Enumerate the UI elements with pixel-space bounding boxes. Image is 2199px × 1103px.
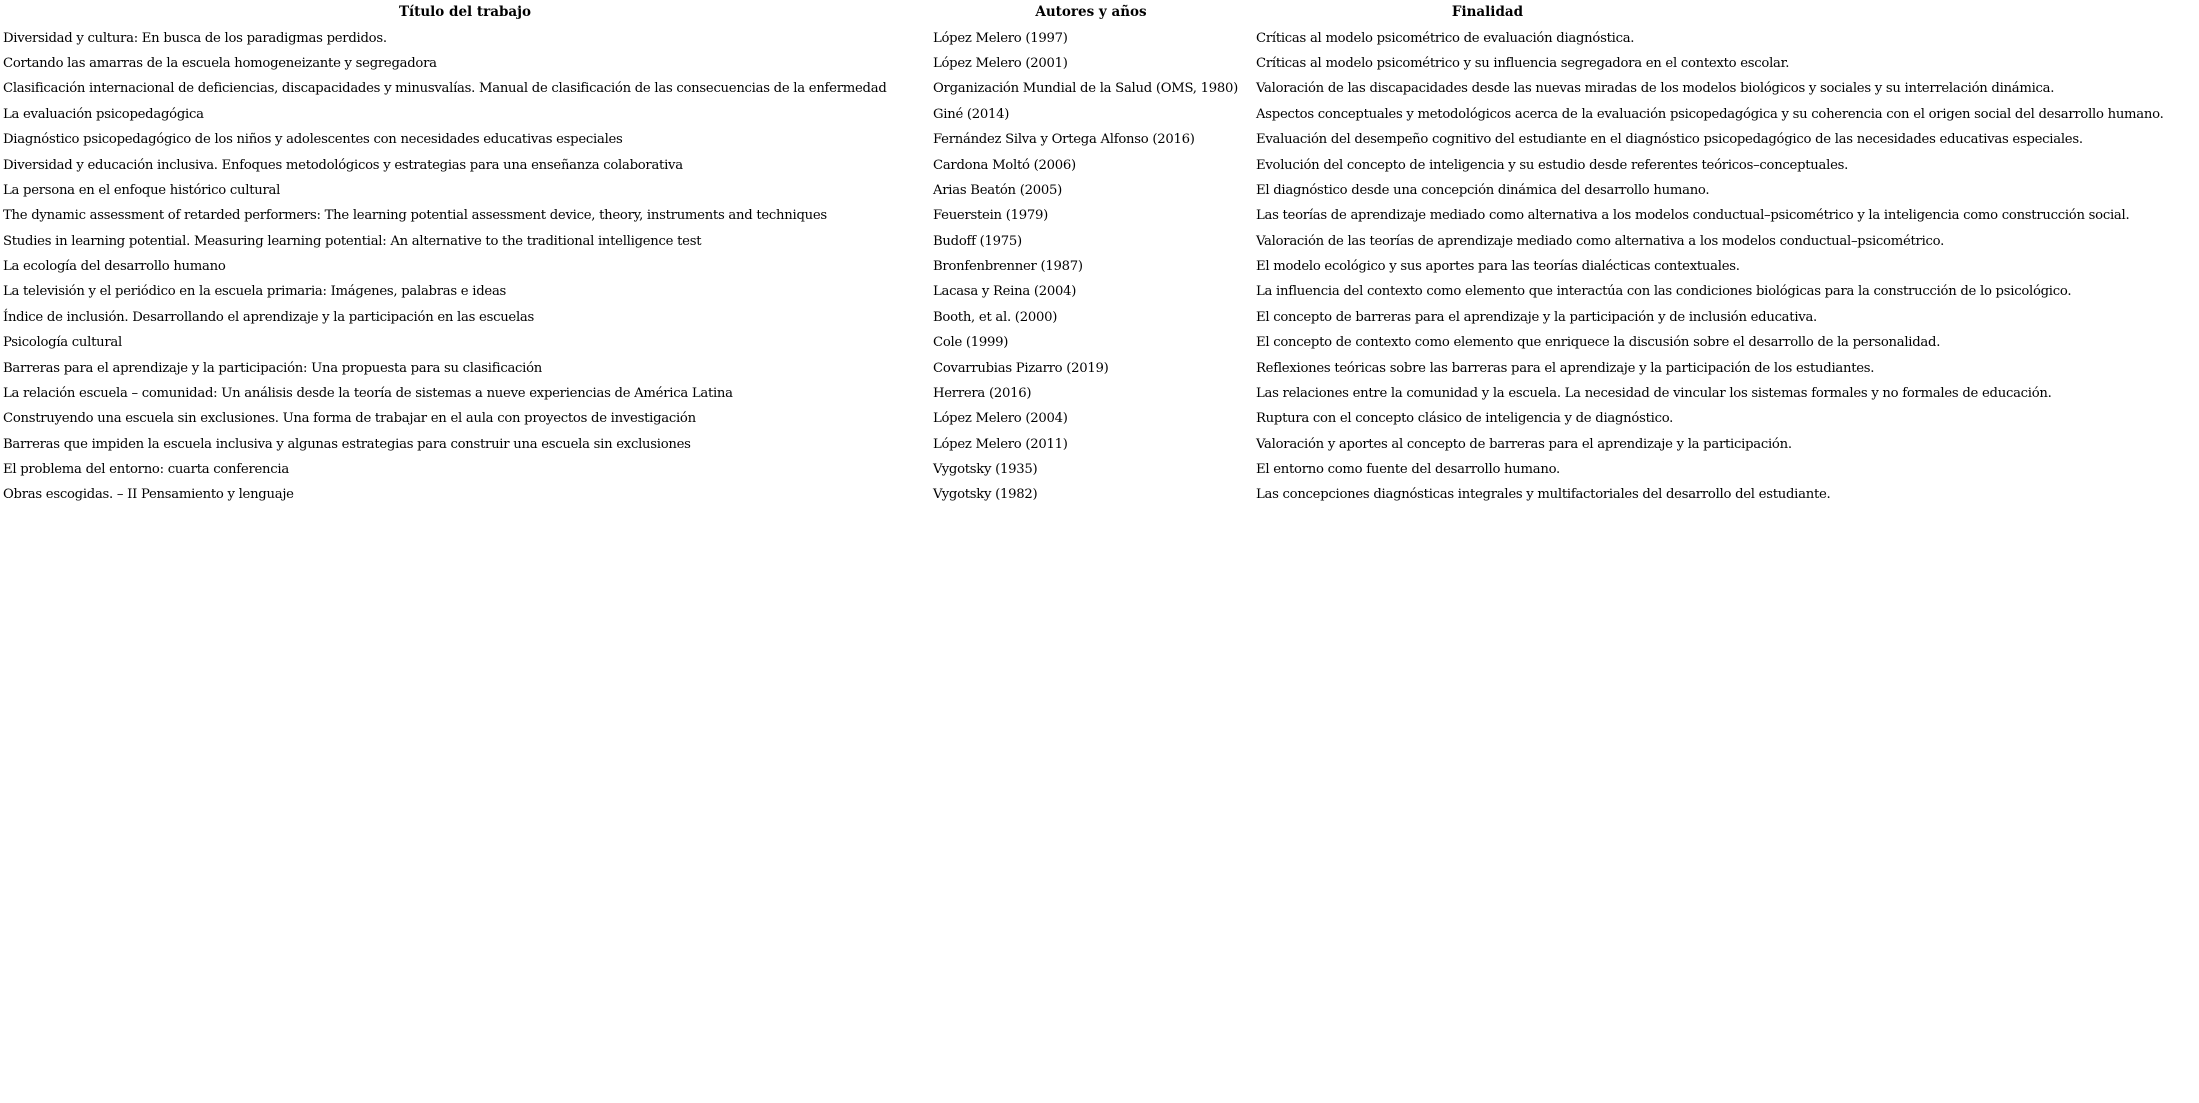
cell-purpose-text: Las relaciones entre la comunidad y la escuela. La necesidad de vincular los sistemas formales y no formales de educación. <box>1256 385 2052 401</box>
cell-purpose <box>1252 254 2199 279</box>
cell-title <box>0 77 930 102</box>
table-row <box>0 153 2199 178</box>
cell-authors <box>930 305 1252 330</box>
cell-purpose <box>1252 432 2199 457</box>
cell-title <box>0 128 930 153</box>
cell-purpose-text: El concepto de contexto como elemento que enriquece la discusión sobre el desarrollo de la personalidad. <box>1256 335 1941 351</box>
cell-title <box>0 153 930 178</box>
cell-purpose-text: Valoración y aportes al concepto de barreras para el aprendizaje y la participación. <box>1256 436 1792 452</box>
cell-title <box>0 26 930 51</box>
cell-purpose-text: Evaluación del desempeño cognitivo del estudiante en el diagnóstico psicopedagógico de las necesidades educativas especiales. <box>1256 132 2083 148</box>
cell-authors-text: Covarrubias Pizarro (2019) <box>933 360 1109 376</box>
cell-purpose <box>1252 305 2199 330</box>
cell-title-text: El problema del entorno: cuarta conferencia <box>3 462 289 478</box>
cell-title <box>0 432 930 457</box>
cell-authors-text: López Melero (2011) <box>933 436 1068 452</box>
cell-title-text: The dynamic assessment of retarded performers: The learning potential assessment device, theory, instruments and techniques <box>3 208 827 224</box>
cell-title-text: La ecología del desarrollo humano <box>3 259 226 275</box>
table-row <box>0 51 2199 76</box>
cell-title <box>0 483 930 508</box>
cell-title <box>0 457 930 482</box>
cell-title-text: La evaluación psicopedagógica <box>3 106 204 122</box>
cell-purpose-text: Críticas al modelo psicométrico de evaluación diagnóstica. <box>1256 30 1635 46</box>
cell-authors-text: Organización Mundial de la Salud (OMS, 1980) <box>933 81 1239 97</box>
column-header-purpose: Finalidad <box>1451 4 1524 20</box>
table-row <box>0 356 2199 381</box>
table-row <box>0 178 2199 203</box>
cell-title <box>0 331 930 356</box>
table-row <box>0 26 2199 51</box>
cell-title-text: Barreras para el aprendizaje y la participación: Una propuesta para su clasificación <box>3 360 543 376</box>
table-header <box>0 0 2199 26</box>
cell-authors <box>930 153 1252 178</box>
cell-authors <box>930 331 1252 356</box>
cell-purpose-text: La influencia del contexto como elemento que interactúa con las condiciones biológicas para la construcción de lo psicológico. <box>1256 284 2072 300</box>
cell-purpose-text: Evolución del concepto de inteligencia y su estudio desde referentes teóricos–conceptuales. <box>1256 157 1849 173</box>
cell-authors-text: López Melero (2004) <box>933 411 1068 427</box>
cell-authors-text: Budoff (1975) <box>933 233 1022 249</box>
cell-purpose-text: El diagnóstico desde una concepción dinámica del desarrollo humano. <box>1256 182 1710 198</box>
cell-purpose-text: El modelo ecológico y sus aportes para las teorías dialécticas contextuales. <box>1256 259 1740 275</box>
cell-authors-text: Vygotsky (1982) <box>933 487 1038 503</box>
cell-authors <box>930 457 1252 482</box>
cell-purpose-text: Valoración de las discapacidades desde las nuevas miradas de los modelos biológicos y sociales y su interrelación dinámica. <box>1256 81 2055 97</box>
cell-title-text: Índice de inclusión. Desarrollando el aprendizaje y la participación en las escuelas <box>3 309 535 325</box>
cell-authors <box>930 178 1252 203</box>
cell-purpose <box>1252 51 2199 76</box>
cell-title-text: Cortando las amarras de la escuela homogeneizante y segregadora <box>3 56 437 72</box>
cell-purpose <box>1252 356 2199 381</box>
cell-title-text: Barreras que impiden la escuela inclusiva y algunas estrategias para construir una escuela sin exclusiones <box>3 436 691 452</box>
cell-authors <box>930 204 1252 229</box>
table-row <box>0 407 2199 432</box>
cell-title-text: Diagnóstico psicopedagógico de los niños y adolescentes con necesidades educativas especiales <box>3 132 623 148</box>
cell-authors-text: Booth, et al. (2000) <box>933 309 1058 325</box>
table-row <box>0 381 2199 406</box>
table-header-row <box>0 0 2199 26</box>
cell-authors <box>930 381 1252 406</box>
cell-purpose <box>1252 77 2199 102</box>
cell-purpose-text: El entorno como fuente del desarrollo humano. <box>1256 462 1560 478</box>
cell-purpose <box>1252 280 2199 305</box>
cell-title <box>0 254 930 279</box>
cell-purpose-text: Aspectos conceptuales y metodológicos acerca de la evaluación psicopedagógica y su coherencia con el origen social del desarrollo humano. <box>1256 106 2164 122</box>
cell-title-text: Obras escogidas. – II Pensamiento y lenguaje <box>3 487 294 503</box>
cell-purpose <box>1252 102 2199 127</box>
table-row <box>0 254 2199 279</box>
cell-title-text: Construyendo una escuela sin exclusiones. Una forma de trabajar en el aula con proyectos de investigación <box>3 411 696 427</box>
cell-purpose <box>1252 457 2199 482</box>
cell-title-text: Diversidad y educación inclusiva. Enfoques metodológicos y estrategias para una enseñanza colaborativa <box>3 157 683 173</box>
cell-purpose <box>1252 381 2199 406</box>
cell-title-text: Studies in learning potential. Measuring learning potential: An alternative to the traditional intelligence test <box>3 233 702 249</box>
cell-title-text: La persona en el enfoque histórico cultural <box>3 182 281 198</box>
table-row <box>0 229 2199 254</box>
cell-purpose <box>1252 407 2199 432</box>
cell-purpose <box>1252 331 2199 356</box>
cell-authors-text: Herrera (2016) <box>933 385 1032 401</box>
cell-authors-text: Lacasa y Reina (2004) <box>933 284 1077 300</box>
cell-title-text: Diversidad y cultura: En busca de los paradigmas perdidos. <box>3 30 387 46</box>
cell-authors-text: Fernández Silva y Ortega Alfonso (2016) <box>933 132 1195 148</box>
cell-authors-text: Giné (2014) <box>933 106 1010 122</box>
cell-authors-text: Cardona Moltó (2006) <box>933 157 1076 173</box>
cell-title <box>0 305 930 330</box>
table-row <box>0 128 2199 153</box>
cell-title-text: La televisión y el periódico en la escuela primaria: Imágenes, palabras e ideas <box>3 284 507 300</box>
cell-authors <box>930 128 1252 153</box>
cell-purpose-text: El concepto de barreras para el aprendizaje y la participación y de inclusión educativa. <box>1256 309 1817 325</box>
cell-title <box>0 280 930 305</box>
column-header-title: Título del trabajo <box>398 4 532 20</box>
cell-title <box>0 204 930 229</box>
cell-title <box>0 178 930 203</box>
cell-authors <box>930 356 1252 381</box>
cell-authors <box>930 280 1252 305</box>
table-body <box>0 26 2199 508</box>
cell-authors <box>930 26 1252 51</box>
cell-purpose <box>1252 204 2199 229</box>
cell-title-text: Clasificación internacional de deficiencias, discapacidades y minusvalías. Manual de clasificación de las consecuencias de la enfermedad <box>3 81 887 97</box>
column-header-authors: Autores y años <box>1035 4 1147 20</box>
table-row <box>0 457 2199 482</box>
table-row <box>0 204 2199 229</box>
cell-authors <box>930 483 1252 508</box>
table-row <box>0 77 2199 102</box>
cell-title-text: Psicología cultural <box>3 335 122 351</box>
cell-authors-text: Cole (1999) <box>933 335 1009 351</box>
cell-authors <box>930 102 1252 127</box>
cell-purpose <box>1252 128 2199 153</box>
cell-authors-text: Arias Beatón (2005) <box>933 182 1062 198</box>
cell-authors-text: Vygotsky (1935) <box>933 462 1038 478</box>
table-row <box>0 331 2199 356</box>
cell-authors <box>930 432 1252 457</box>
cell-authors-text: López Melero (2001) <box>933 56 1068 72</box>
table-row <box>0 102 2199 127</box>
cell-purpose-text: Las concepciones diagnósticas integrales y multifactoriales del desarrollo del estudiante. <box>1256 487 1831 503</box>
cell-authors-text: Bronfenbrenner (1987) <box>933 259 1083 275</box>
cell-authors-text: López Melero (1997) <box>933 30 1068 46</box>
table-row <box>0 305 2199 330</box>
cell-authors <box>930 51 1252 76</box>
cell-title <box>0 51 930 76</box>
cell-purpose-text: Las teorías de aprendizaje mediado como alternativa a los modelos conductual–psicométrico y la inteligencia como construcción social. <box>1256 208 2130 224</box>
cell-authors <box>930 254 1252 279</box>
cell-title <box>0 102 930 127</box>
cell-purpose <box>1252 153 2199 178</box>
table-row <box>0 483 2199 508</box>
cell-purpose <box>1252 178 2199 203</box>
cell-purpose-text: Valoración de las teorías de aprendizaje mediado como alternativa a los modelos conductual–psicométrico. <box>1256 233 1945 249</box>
cell-authors <box>930 407 1252 432</box>
cell-title <box>0 356 930 381</box>
cell-title <box>0 229 930 254</box>
cell-purpose-text: Ruptura con el concepto clásico de inteligencia y de diagnóstico. <box>1256 411 1674 427</box>
cell-purpose-text: Críticas al modelo psicométrico y su influencia segregadora en el contexto escolar. <box>1256 56 1790 72</box>
cell-purpose <box>1252 229 2199 254</box>
cell-authors <box>930 77 1252 102</box>
cell-purpose-text: Reflexiones teóricas sobre las barreras para el aprendizaje y la participación de los estudiantes. <box>1256 360 1875 376</box>
cell-purpose <box>1252 26 2199 51</box>
references-table <box>0 0 2199 508</box>
cell-title <box>0 407 930 432</box>
cell-title <box>0 381 930 406</box>
cell-title-text: La relación escuela – comunidad: Un análisis desde la teoría de sistemas a nueve experiencias de América Latina <box>3 385 733 401</box>
table-row <box>0 280 2199 305</box>
cell-authors-text: Feuerstein (1979) <box>933 208 1048 224</box>
cell-purpose <box>1252 483 2199 508</box>
table-row <box>0 432 2199 457</box>
cell-authors <box>930 229 1252 254</box>
